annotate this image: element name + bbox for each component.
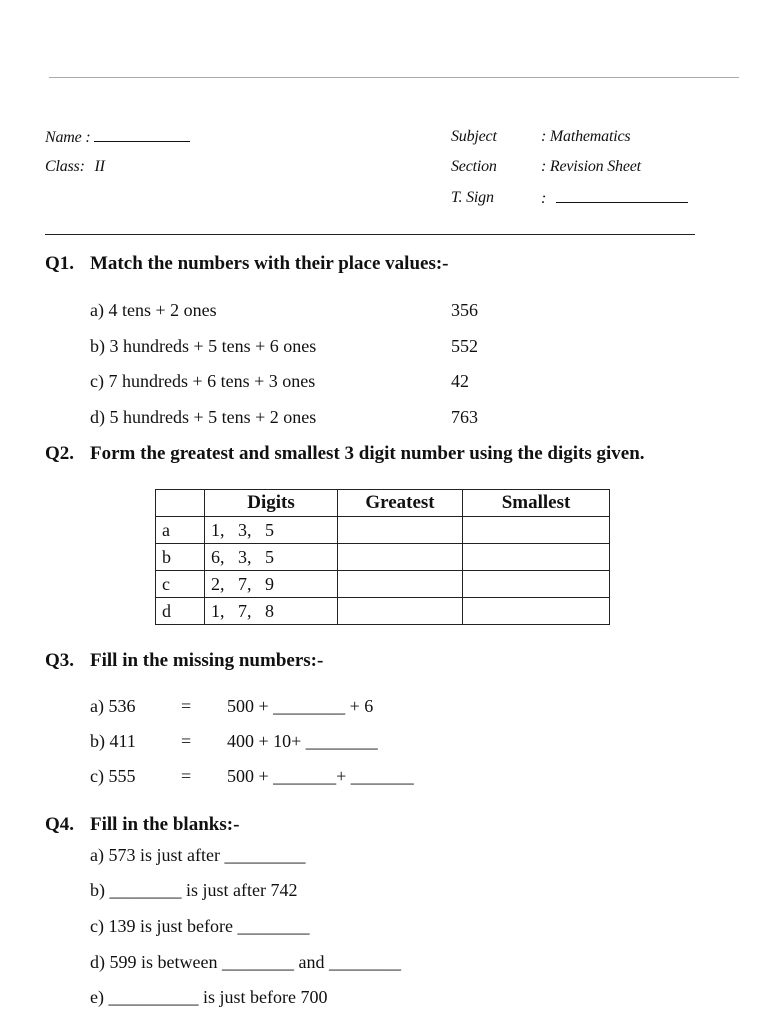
tsign-colon: :: [541, 190, 547, 207]
table-header-row: [156, 490, 610, 517]
row-label: c: [156, 571, 205, 598]
name-blank[interactable]: [94, 128, 190, 142]
smallest-cell[interactable]: [463, 598, 610, 625]
header-cell-digits: Digits: [205, 490, 338, 517]
class-label: Class:: [45, 158, 85, 175]
smallest-cell[interactable]: [463, 544, 610, 571]
q1-value-c: 42: [451, 371, 469, 391]
q4-number: Q4.: [45, 814, 75, 835]
q1-item-a: a) 4 tens + 2 ones: [90, 300, 217, 320]
digits-table: [155, 489, 610, 625]
class-field: [45, 158, 105, 176]
q1-item-b: b) 3 hundreds + 5 tens + 6 ones: [90, 336, 317, 356]
header-cell-smallest: Smallest: [463, 490, 610, 517]
header-cell-blank: [156, 490, 205, 517]
q4-title: Fill in the blanks:-: [90, 814, 240, 835]
q4-item-b: b) ________ is just after 742: [90, 880, 298, 900]
subject-label: Subject: [451, 128, 497, 145]
tsign-field: [541, 189, 688, 208]
row-label: b: [156, 544, 205, 571]
q4-item-d: d) 599 is between ________ and ________: [90, 952, 401, 972]
subject-value: : Mathematics: [541, 128, 631, 145]
q4-item-e: e) __________ is just before 700: [90, 987, 328, 1007]
row-label: a: [156, 517, 205, 544]
q3-item-b-label: b) 411: [90, 731, 136, 751]
q3-item-b-equals: =: [181, 731, 192, 751]
greatest-cell[interactable]: [338, 571, 463, 598]
q2-title: Form the greatest and smallest 3 digit number using the digits given.: [90, 443, 645, 464]
q4-item-c: c) 139 is just before ________: [90, 916, 310, 936]
table-row: [156, 571, 610, 598]
q3-item-a-equals: =: [181, 696, 192, 716]
q3-item-b-expr: 400 + 10+ ________: [227, 731, 378, 751]
table-row: [156, 517, 610, 544]
q2-number: Q2.: [45, 443, 75, 464]
table-row: [156, 598, 610, 625]
q1-value-b: 552: [451, 336, 478, 356]
q1-title: Match the numbers with their place values:-: [90, 253, 449, 274]
table-row: [156, 544, 610, 571]
q1-item-c: c) 7 hundreds + 6 tens + 3 ones: [90, 371, 316, 391]
tsign-blank[interactable]: [556, 189, 688, 203]
q3-item-c-equals: =: [181, 766, 192, 786]
header-cell-greatest: Greatest: [338, 490, 463, 517]
smallest-cell[interactable]: [463, 517, 610, 544]
section-value: : Revision Sheet: [541, 158, 641, 175]
tsign-label: T. Sign: [451, 189, 494, 206]
q1-item-d: d) 5 hundreds + 5 tens + 2 ones: [90, 407, 317, 427]
q1-value-d: 763: [451, 407, 478, 427]
section-label: Section: [451, 158, 497, 175]
row-digits: 6, 3, 5: [205, 544, 338, 571]
q3-item-c-expr: 500 + _______+ _______: [227, 766, 414, 786]
q1-value-a: 356: [451, 300, 478, 320]
greatest-cell[interactable]: [338, 598, 463, 625]
row-digits: 1, 7, 8: [205, 598, 338, 625]
row-digits: 2, 7, 9: [205, 571, 338, 598]
q4-item-a: a) 573 is just after _________: [90, 845, 306, 865]
greatest-cell[interactable]: [338, 544, 463, 571]
name-field: [45, 128, 190, 147]
q3-item-a-expr: 500 + ________ + 6: [227, 696, 374, 716]
greatest-cell[interactable]: [338, 517, 463, 544]
header-separator: [45, 234, 695, 235]
header-rule: [49, 77, 739, 78]
q1-number: Q1.: [45, 253, 75, 274]
row-label: d: [156, 598, 205, 625]
name-label: Name :: [45, 129, 91, 146]
row-digits: 1, 3, 5: [205, 517, 338, 544]
q3-item-a-label: a) 536: [90, 696, 136, 716]
class-value: II: [94, 158, 105, 175]
q3-title: Fill in the missing numbers:-: [90, 650, 324, 671]
smallest-cell[interactable]: [463, 571, 610, 598]
q3-item-c-label: c) 555: [90, 766, 136, 786]
q3-number: Q3.: [45, 650, 75, 671]
